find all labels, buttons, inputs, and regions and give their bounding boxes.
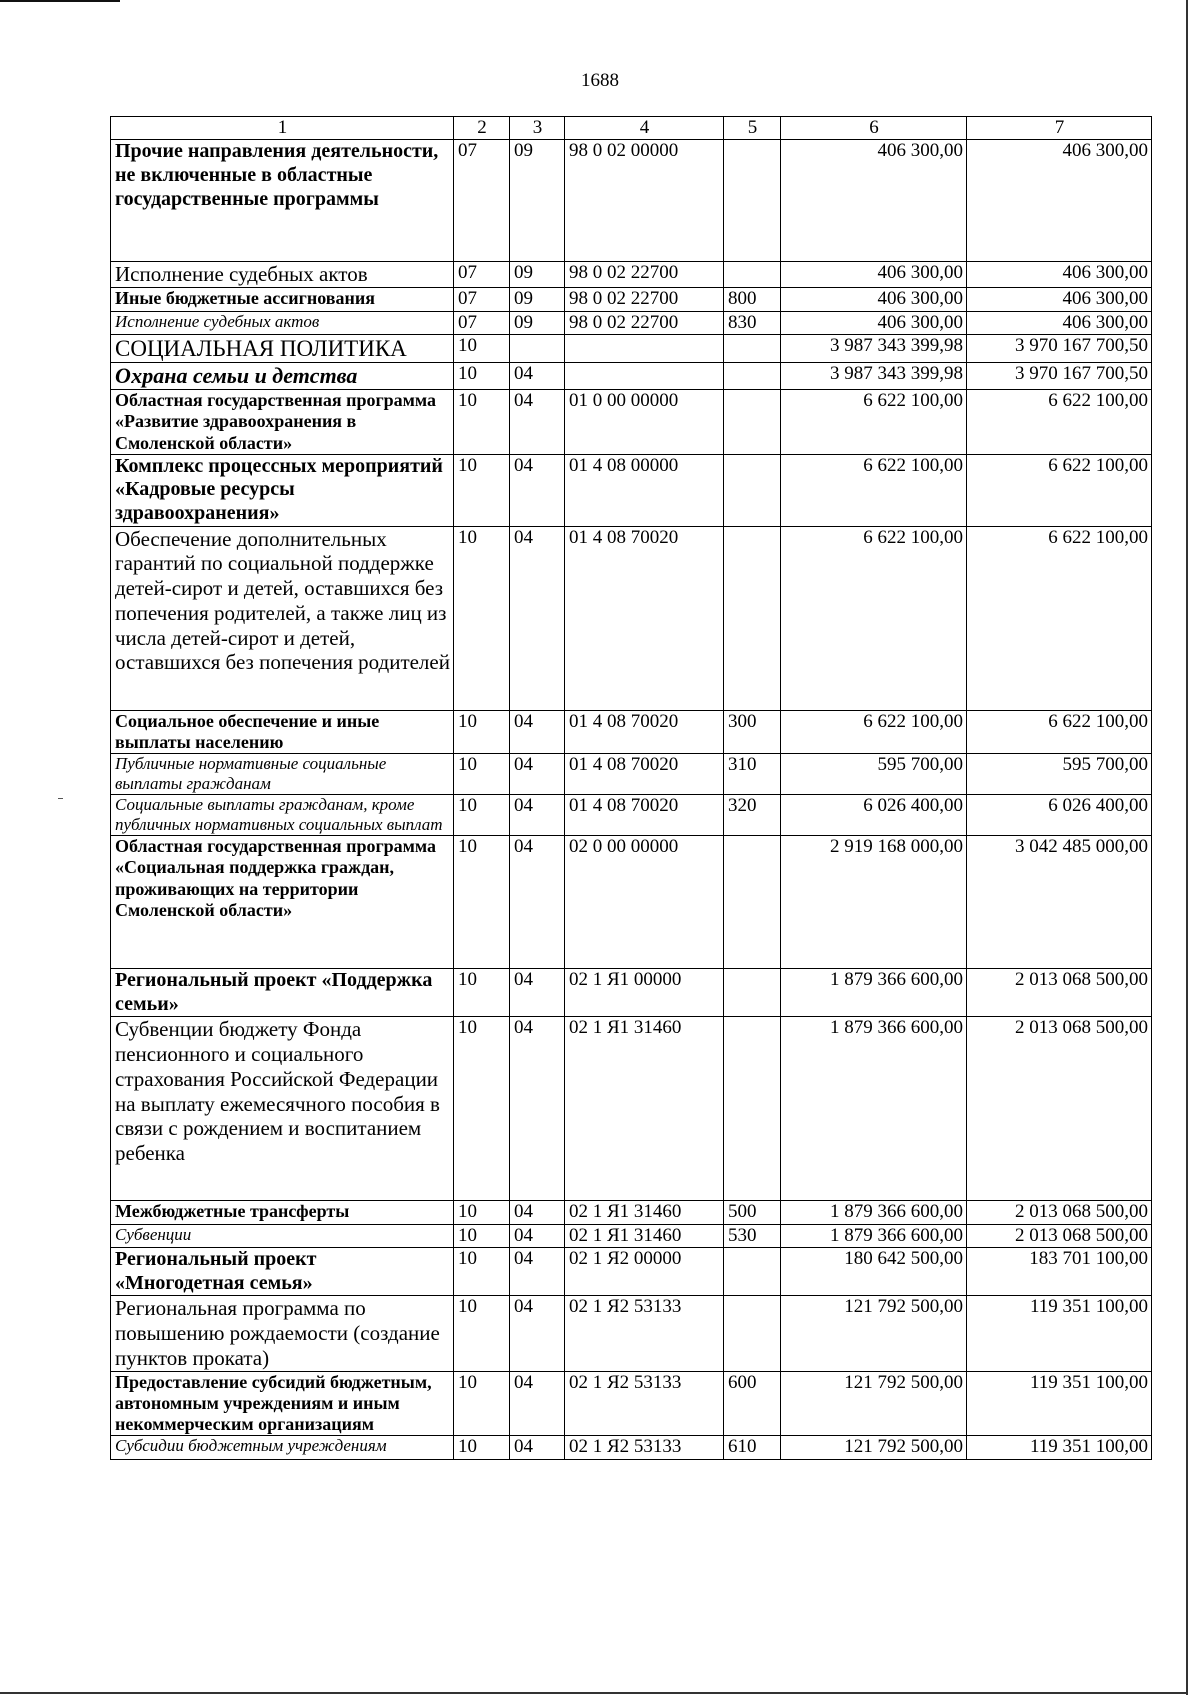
cell-expense-type: 530: [724, 1224, 781, 1247]
cell-amount-1: 1 879 366 600,00: [781, 1224, 967, 1247]
cell-section: 10: [454, 710, 510, 753]
cell-section: 10: [454, 1436, 510, 1459]
page-number: 1688: [581, 70, 619, 91]
cell-amount-2: 2 013 068 500,00: [967, 1224, 1152, 1247]
cell-amount-1: 6 026 400,00: [781, 795, 967, 836]
row-name: Региональный проект «Многодетная семья»: [111, 1248, 454, 1296]
cell-target-code: 02 1 Я2 53133: [565, 1371, 724, 1436]
row-name: Публичные нормативные социальные выплаты гражданам: [111, 754, 454, 795]
table-row: [111, 334, 1152, 362]
row-name: Комплекс процессных мероприятий «Кадровые ресурсы здравоохранения»: [111, 454, 454, 526]
row-name: Иные бюджетные ассигнования: [111, 288, 454, 311]
row-name: Областная государственная программа «Социальная поддержка граждан, проживающих на территории Смоленской области»: [111, 836, 454, 969]
cell-section: 10: [454, 1224, 510, 1247]
cell-amount-1: 6 622 100,00: [781, 526, 967, 710]
cell-amount-2: 6 622 100,00: [967, 454, 1152, 526]
table-row: [111, 262, 1152, 288]
column-header: 2: [454, 117, 510, 140]
cell-target-code: 98 0 02 00000: [565, 140, 724, 262]
table-row: [111, 526, 1152, 710]
cell-amount-2: 406 300,00: [967, 311, 1152, 334]
cell-amount-2: 6 026 400,00: [967, 795, 1152, 836]
table-row: [111, 1371, 1152, 1436]
cell-amount-2: 119 351 100,00: [967, 1296, 1152, 1371]
row-name: Субвенции: [111, 1224, 454, 1247]
cell-amount-1: 6 622 100,00: [781, 454, 967, 526]
cell-target-code: 01 4 08 70020: [565, 795, 724, 836]
table-row: [111, 710, 1152, 753]
cell-section: 10: [454, 1296, 510, 1371]
table-row: [111, 311, 1152, 334]
cell-expense-type: [724, 140, 781, 262]
cell-amount-2: 183 701 100,00: [967, 1248, 1152, 1296]
cell-amount-2: 406 300,00: [967, 288, 1152, 311]
cell-expense-type: [724, 1296, 781, 1371]
cell-amount-1: 121 792 500,00: [781, 1296, 967, 1371]
cell-subsection: 04: [510, 836, 565, 969]
cell-subsection: 04: [510, 526, 565, 710]
cell-section: 10: [454, 526, 510, 710]
cell-expense-type: [724, 363, 781, 390]
cell-amount-2: 2 013 068 500,00: [967, 1017, 1152, 1201]
row-name: Региональная программа по повышению рождаемости (создание пунктов проката): [111, 1296, 454, 1371]
table-row: [111, 836, 1152, 969]
table-row: [111, 1017, 1152, 1201]
table-row: [111, 795, 1152, 836]
cell-amount-1: 406 300,00: [781, 140, 967, 262]
cell-target-code: 02 0 00 00000: [565, 836, 724, 969]
cell-amount-1: 406 300,00: [781, 262, 967, 288]
budget-table: [110, 116, 1152, 1460]
cell-amount-2: 3 042 485 000,00: [967, 836, 1152, 969]
table-row: [111, 140, 1152, 262]
cell-expense-type: [724, 262, 781, 288]
cell-target-code: 02 1 Я2 00000: [565, 1248, 724, 1296]
cell-amount-2: 3 970 167 700,50: [967, 334, 1152, 362]
cell-subsection: 04: [510, 1248, 565, 1296]
cell-amount-1: 595 700,00: [781, 754, 967, 795]
cell-section: 10: [454, 754, 510, 795]
table-row: [111, 1201, 1152, 1224]
cell-amount-2: 3 970 167 700,50: [967, 363, 1152, 390]
table-row: [111, 363, 1152, 390]
cell-expense-type: [724, 1017, 781, 1201]
cell-amount-1: 121 792 500,00: [781, 1436, 967, 1459]
column-header: 6: [781, 117, 967, 140]
row-name: Социальное обеспечение и иные выплаты населению: [111, 710, 454, 753]
cell-target-code: 98 0 02 22700: [565, 288, 724, 311]
cell-subsection: 04: [510, 454, 565, 526]
row-name: Исполнение судебных актов: [111, 311, 454, 334]
row-name: Охрана семьи и детства: [111, 363, 454, 390]
cell-amount-1: 406 300,00: [781, 288, 967, 311]
cell-amount-1: 1 879 366 600,00: [781, 969, 967, 1017]
row-name: Субвенции бюджету Фонда пенсионного и социального страхования Российской Федерации на выплату ежемесячного пособия в связи с рождением и воспитанием ребенка: [111, 1017, 454, 1201]
cell-target-code: 98 0 02 22700: [565, 262, 724, 288]
cell-expense-type: [724, 334, 781, 362]
cell-amount-1: 6 622 100,00: [781, 390, 967, 455]
cell-amount-1: 180 642 500,00: [781, 1248, 967, 1296]
cell-target-code: 01 4 08 70020: [565, 526, 724, 710]
cell-target-code: 02 1 Я1 31460: [565, 1201, 724, 1224]
cell-section: 10: [454, 795, 510, 836]
scan-edge-bottom: [0, 1692, 1188, 1694]
cell-expense-type: [724, 454, 781, 526]
table-row: [111, 1436, 1152, 1459]
row-name: Предоставление субсидий бюджетным, автономным учреждениям и иным некоммерческим организациям: [111, 1371, 454, 1436]
row-name: Исполнение судебных актов: [111, 262, 454, 288]
cell-section: 10: [454, 363, 510, 390]
cell-expense-type: 610: [724, 1436, 781, 1459]
cell-expense-type: 300: [724, 710, 781, 753]
cell-expense-type: 800: [724, 288, 781, 311]
header-row: [111, 117, 1152, 140]
cell-target-code: [565, 363, 724, 390]
cell-subsection: 09: [510, 311, 565, 334]
cell-expense-type: [724, 526, 781, 710]
cell-subsection: 04: [510, 710, 565, 753]
cell-amount-2: 406 300,00: [967, 262, 1152, 288]
cell-target-code: 02 1 Я2 53133: [565, 1296, 724, 1371]
cell-amount-1: 3 987 343 399,98: [781, 334, 967, 362]
cell-section: 10: [454, 1201, 510, 1224]
row-name: Областная государственная программа «Развитие здравоохранения в Смоленской области»: [111, 390, 454, 455]
cell-expense-type: 830: [724, 311, 781, 334]
cell-expense-type: [724, 1248, 781, 1296]
table-row: [111, 969, 1152, 1017]
cell-subsection: 04: [510, 754, 565, 795]
column-header: 4: [565, 117, 724, 140]
cell-amount-2: 2 013 068 500,00: [967, 1201, 1152, 1224]
cell-amount-2: 6 622 100,00: [967, 710, 1152, 753]
cell-target-code: 01 0 00 00000: [565, 390, 724, 455]
cell-expense-type: 320: [724, 795, 781, 836]
cell-amount-2: 119 351 100,00: [967, 1436, 1152, 1459]
cell-target-code: 02 1 Я1 31460: [565, 1224, 724, 1247]
table-row: [111, 288, 1152, 311]
cell-amount-2: 119 351 100,00: [967, 1371, 1152, 1436]
table-row: [111, 1248, 1152, 1296]
cell-subsection: 04: [510, 1296, 565, 1371]
row-name: Субсидии бюджетным учреждениям: [111, 1436, 454, 1459]
cell-amount-1: 121 792 500,00: [781, 1371, 967, 1436]
cell-amount-1: 6 622 100,00: [781, 710, 967, 753]
cell-amount-2: 2 013 068 500,00: [967, 969, 1152, 1017]
column-header: 3: [510, 117, 565, 140]
cell-subsection: 04: [510, 1224, 565, 1247]
cell-amount-1: 406 300,00: [781, 311, 967, 334]
cell-section: 10: [454, 454, 510, 526]
cell-subsection: 04: [510, 795, 565, 836]
row-name: Обеспечение дополнительных гарантий по социальной поддержке детей-сирот и детей, оставшихся без попечения родителей, а также лиц из числа детей-сирот и детей, оставшихся без попечения родителей: [111, 526, 454, 710]
cell-amount-1: 1 879 366 600,00: [781, 1017, 967, 1201]
cell-section: 07: [454, 262, 510, 288]
column-header: 7: [967, 117, 1152, 140]
cell-section: 10: [454, 390, 510, 455]
row-name: СОЦИАЛЬНАЯ ПОЛИТИКА: [111, 334, 454, 362]
cell-section: 10: [454, 1371, 510, 1436]
cell-target-code: 02 1 Я1 00000: [565, 969, 724, 1017]
cell-amount-2: 595 700,00: [967, 754, 1152, 795]
cell-subsection: [510, 334, 565, 362]
table-row: [111, 754, 1152, 795]
cell-section: 10: [454, 1248, 510, 1296]
cell-target-code: 98 0 02 22700: [565, 311, 724, 334]
cell-subsection: 04: [510, 1017, 565, 1201]
cell-subsection: 09: [510, 288, 565, 311]
cell-amount-2: 406 300,00: [967, 140, 1152, 262]
margin-mark: [58, 798, 63, 799]
cell-expense-type: 500: [724, 1201, 781, 1224]
cell-target-code: 02 1 Я1 31460: [565, 1017, 724, 1201]
cell-subsection: 09: [510, 140, 565, 262]
cell-expense-type: [724, 969, 781, 1017]
cell-amount-1: 2 919 168 000,00: [781, 836, 967, 969]
column-header: 5: [724, 117, 781, 140]
cell-section: 10: [454, 836, 510, 969]
table-row: [111, 390, 1152, 455]
cell-expense-type: 600: [724, 1371, 781, 1436]
cell-section: 07: [454, 140, 510, 262]
cell-section: 07: [454, 288, 510, 311]
cell-subsection: 04: [510, 363, 565, 390]
cell-expense-type: 310: [724, 754, 781, 795]
cell-amount-1: 1 879 366 600,00: [781, 1201, 967, 1224]
cell-amount-2: 6 622 100,00: [967, 526, 1152, 710]
row-name: Социальные выплаты гражданам, кроме публичных нормативных социальных выплат: [111, 795, 454, 836]
cell-amount-2: 6 622 100,00: [967, 390, 1152, 455]
row-name: Прочие направления деятельности, не включенные в областные государственные программы: [111, 140, 454, 262]
column-header: 1: [111, 117, 454, 140]
cell-section: 07: [454, 311, 510, 334]
cell-subsection: 04: [510, 1201, 565, 1224]
table-row: [111, 1296, 1152, 1371]
scan-edge-top: [0, 0, 120, 2]
cell-subsection: 04: [510, 1371, 565, 1436]
cell-amount-1: 3 987 343 399,98: [781, 363, 967, 390]
cell-subsection: 09: [510, 262, 565, 288]
cell-expense-type: [724, 390, 781, 455]
cell-target-code: 01 4 08 00000: [565, 454, 724, 526]
cell-subsection: 04: [510, 1436, 565, 1459]
cell-target-code: [565, 334, 724, 362]
cell-target-code: 02 1 Я2 53133: [565, 1436, 724, 1459]
row-name: Региональный проект «Поддержка семьи»: [111, 969, 454, 1017]
cell-expense-type: [724, 836, 781, 969]
cell-section: 10: [454, 969, 510, 1017]
scan-edge-right: [1186, 0, 1188, 1695]
cell-subsection: 04: [510, 390, 565, 455]
cell-subsection: 04: [510, 969, 565, 1017]
table-row: [111, 454, 1152, 526]
cell-section: 10: [454, 1017, 510, 1201]
cell-section: 10: [454, 334, 510, 362]
cell-target-code: 01 4 08 70020: [565, 754, 724, 795]
row-name: Межбюджетные трансферты: [111, 1201, 454, 1224]
cell-target-code: 01 4 08 70020: [565, 710, 724, 753]
table-row: [111, 1224, 1152, 1247]
